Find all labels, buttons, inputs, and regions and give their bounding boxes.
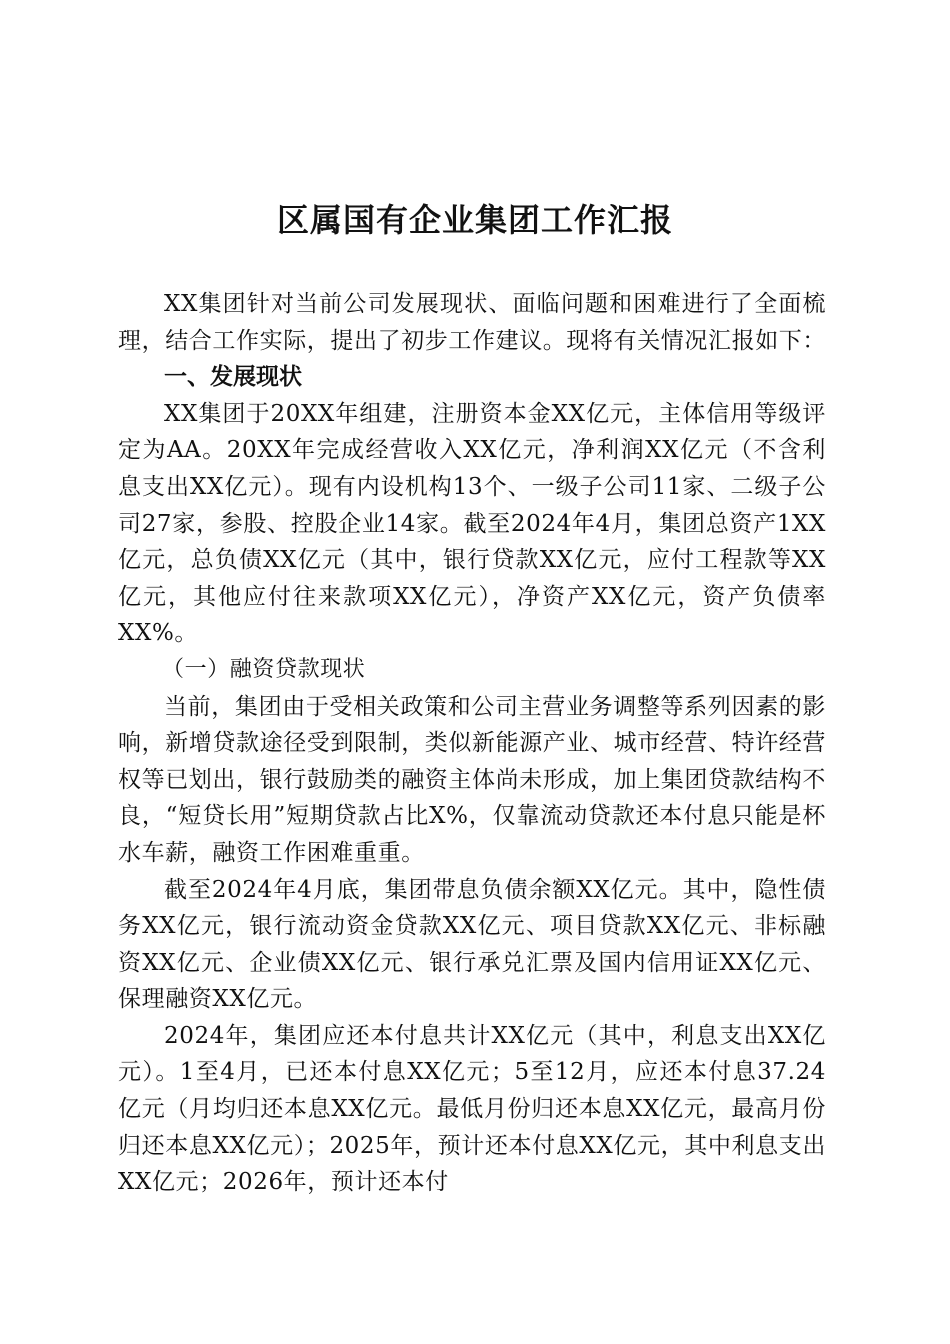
document-title: 区属国有企业集团工作汇报: [276, 201, 673, 239]
subsection-heading-financing-status: （一）融资贷款现状: [162, 656, 366, 682]
financing-paragraph-3: 2024年，集团应还本付息共计XX亿元（其中，利息支出XX亿元）。1至4月，已还本付息XX亿元；5至12月，应还本付息37.24亿元（月均归还本息XX亿元。最低月份归还本息XX亿元，最高月份归还本息XX亿元）；2025年，预计还本付息XX亿元，其中利息支出XX亿元；2026年，预计还本付: [118, 1022, 826, 1196]
intro-paragraph: XX集团针对当前公司发展现状、面临问题和困难进行了全面梳理，结合工作实际，提出了初步工作建议。现将有关情况汇报如下：: [118, 291, 826, 354]
financing-paragraph-2: 截至2024年4月底，集团带息负债余额XX亿元。其中，隐性债务XX亿元，银行流动资金贷款XX亿元、项目贷款XX亿元、非标融资XX亿元、企业债XX亿元、银行承兑汇票及国内信用证XX亿元、保理融资XX亿元。: [118, 876, 826, 1013]
financing-paragraph-1: 当前，集团由于受相关政策和公司主营业务调整等系列因素的影响，新增贷款途径受到限制，类似新能源产业、城市经营、特许经营权等已划出，银行鼓励类的融资主体尚未形成，加上集团贷款结构不良，“短贷长用”短期贷款占比X%，仅靠流动贷款还本付息只能是杯水车薪，融资工作困难重重。: [118, 693, 826, 866]
document-body: [118, 286, 826, 1201]
section-heading-development-status: 一、发展现状: [164, 364, 302, 391]
development-status-paragraph: XX集团于20XX年组建，注册资本金XX亿元，主体信用等级评定为AA。20XX年完成经营收入XX亿元，净利润XX亿元（不含利息支出XX亿元）。现有内设机构13个、一级子公司11家、二级子公司27家，参股、控股企业14家。截至2024年4月，集团总资产1XX亿元，总负债XX亿元（其中，银行贷款XX亿元，应付工程款等XX亿元，其他应付往来款项XX亿元），净资产XX亿元，资产负债率XX%。: [118, 400, 826, 647]
